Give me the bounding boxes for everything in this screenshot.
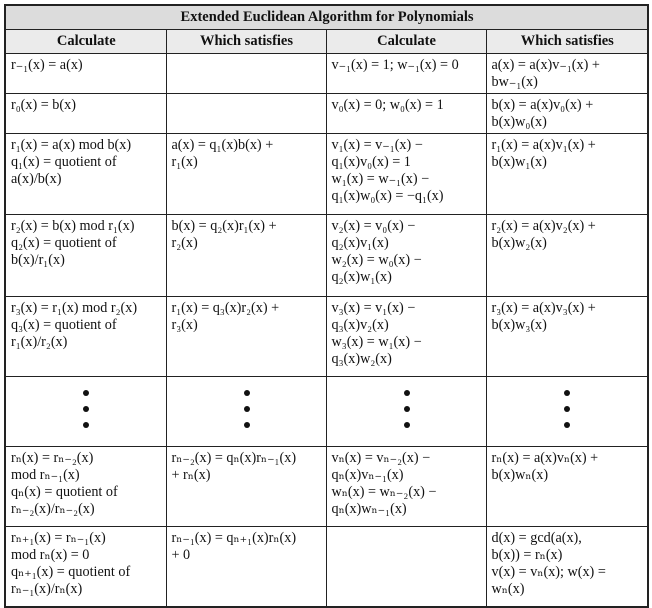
ellipsis-dot: [404, 406, 410, 412]
cell-line: rₙ₋₁(x) = qₙ₊₁(x)rₙ(x): [171, 530, 297, 546]
cell-calculate-1: [5, 94, 166, 134]
cell-calculate-1: [5, 527, 166, 608]
cell-line: d(x) = gcd(a(x),: [491, 530, 582, 546]
ellipsis-dot: [244, 406, 250, 412]
cell-calculate-2: [326, 94, 486, 134]
cell-line: qₙ(x)vₙ₋₁(x): [331, 467, 404, 483]
cell-satisfies-2: [486, 54, 648, 94]
cell-line: w₁(x) = w₋₁(x) −: [331, 171, 430, 187]
table-row: [5, 377, 648, 447]
cell-line: r₃(x): [171, 317, 198, 333]
cell-line: rₙ₋₂(x)/rₙ₋₂(x): [11, 501, 95, 517]
cell-satisfies-1: [166, 215, 326, 297]
cell-line: r₁(x) = q₃(x)r₂(x) +: [171, 300, 280, 316]
cell-line: v₀(x) = 0; w₀(x) = 1: [331, 97, 444, 113]
header-calculate-1: Calculate: [5, 30, 166, 54]
cell-line: q₂(x)w₁(x): [331, 269, 392, 285]
ellipsis-dot: [564, 406, 570, 412]
cell-calculate-2: [326, 297, 486, 377]
table-wrapper: [4, 4, 647, 608]
cell-satisfies-1: [166, 54, 326, 94]
cell-satisfies-2: [486, 94, 648, 134]
cell-line: w₃(x) = w₁(x) −: [331, 334, 422, 350]
cell-line: a(x) = q₁(x)b(x) +: [171, 137, 274, 153]
cell-line: rₙ₋₂(x) = qₙ(x)rₙ₋₁(x): [171, 450, 297, 466]
cell-line: r₋₁(x) = a(x): [11, 57, 83, 73]
table-row: [5, 134, 648, 215]
cell-line: + rₙ(x): [171, 467, 211, 483]
table-row: [5, 215, 648, 297]
table-row: [5, 527, 648, 608]
cell-calculate-2: [326, 215, 486, 297]
cell-satisfies-1: [166, 527, 326, 608]
cell-line: r₁(x) = a(x)v₁(x) +: [491, 137, 596, 153]
cell-line: q₃(x) = quotient of: [11, 317, 117, 333]
cell-line: q₁(x)v₀(x) = 1: [331, 154, 411, 170]
cell-calculate-2: [326, 54, 486, 94]
cell-line: rₙ₊₁(x) = rₙ₋₁(x): [11, 530, 106, 546]
cell-line: qₙ₊₁(x) = quotient of: [11, 564, 131, 580]
ellipsis-dot: [564, 422, 570, 428]
cell-line: w₂(x) = w₀(x) −: [331, 252, 422, 268]
cell-line: b(x)w₂(x): [491, 235, 547, 251]
ellipsis-dot: [404, 390, 410, 396]
ellipsis-cell: [486, 377, 648, 447]
cell-line: mod rₙ(x) = 0: [11, 547, 90, 563]
cell-line: q₃(x)v₂(x): [331, 317, 389, 333]
cell-line: v₃(x) = v₁(x) −: [331, 300, 416, 316]
cell-line: mod rₙ₋₁(x): [11, 467, 80, 483]
cell-line: rₙ(x) = rₙ₋₂(x): [11, 450, 94, 466]
cell-satisfies-2: [486, 297, 648, 377]
cell-line: r₂(x): [171, 235, 198, 251]
table-title: Extended Euclidean Algorithm for Polynomials: [5, 5, 648, 30]
cell-line: vₙ(x) = vₙ₋₂(x) −: [331, 450, 431, 466]
ellipsis-dot: [244, 422, 250, 428]
ellipsis-cell: [326, 377, 486, 447]
cell-calculate-1: [5, 447, 166, 527]
header-satisfies-2: Which satisfies: [486, 30, 648, 54]
cell-line: v₋₁(x) = 1; w₋₁(x) = 0: [331, 57, 459, 73]
cell-line: b(x)) = rₙ(x): [491, 547, 563, 563]
table-row: [5, 94, 648, 134]
cell-line: r₁(x): [171, 154, 198, 170]
cell-satisfies-2: [486, 447, 648, 527]
cell-line: v₂(x) = v₀(x) −: [331, 218, 416, 234]
cell-line: b(x) = a(x)v₀(x) +: [491, 97, 594, 113]
cell-line: b(x)w₃(x): [491, 317, 547, 333]
cell-line: r₃(x) = r₁(x) mod r₂(x): [11, 300, 138, 316]
cell-line: q₃(x)w₂(x): [331, 351, 392, 367]
ellipsis-cell: [5, 377, 166, 447]
cell-line: wₙ(x): [491, 581, 525, 597]
cell-satisfies-1: [166, 94, 326, 134]
cell-satisfies-2: [486, 215, 648, 297]
ellipsis-dot: [83, 422, 89, 428]
cell-line: v₁(x) = v₋₁(x) −: [331, 137, 423, 153]
cell-line: qₙ(x) = quotient of: [11, 484, 118, 500]
cell-line: + 0: [171, 547, 191, 563]
cell-line: q₁(x) = quotient of: [11, 154, 117, 170]
cell-satisfies-1: [166, 447, 326, 527]
cell-line: b(x)w₁(x): [491, 154, 547, 170]
cell-line: b(x)wₙ(x): [491, 467, 549, 483]
cell-line: qₙ(x)wₙ₋₁(x): [331, 501, 407, 517]
cell-satisfies-2: [486, 527, 648, 608]
cell-line: q₂(x) = quotient of: [11, 235, 117, 251]
ellipsis-dot: [83, 406, 89, 412]
cell-satisfies-2: [486, 134, 648, 215]
ellipsis-dot: [564, 390, 570, 396]
ellipsis-dot: [83, 390, 89, 396]
eea-table: [4, 4, 649, 608]
cell-line: b(x)w₀(x): [491, 114, 547, 130]
cell-line: q₂(x)v₁(x): [331, 235, 389, 251]
ellipsis-cell: [166, 377, 326, 447]
cell-line: v(x) = vₙ(x); w(x) =: [491, 564, 606, 580]
cell-satisfies-1: [166, 134, 326, 215]
ellipsis-dot: [404, 422, 410, 428]
cell-line: q₁(x)w₀(x) = −q₁(x): [331, 188, 444, 204]
cell-line: rₙ₋₁(x)/rₙ(x): [11, 581, 83, 597]
cell-line: r₂(x) = b(x) mod r₁(x): [11, 218, 135, 234]
cell-line: rₙ(x) = a(x)vₙ(x) +: [491, 450, 599, 466]
cell-line: bw₋₁(x): [491, 74, 538, 90]
cell-line: r₁(x)/r₂(x): [11, 334, 68, 350]
cell-line: wₙ(x) = wₙ₋₂(x) −: [331, 484, 437, 500]
table-row: [5, 54, 648, 94]
cell-calculate-1: [5, 297, 166, 377]
cell-line: a(x)/b(x): [11, 171, 62, 187]
cell-calculate-1: [5, 215, 166, 297]
table-row: [5, 297, 648, 377]
cell-line: a(x) = a(x)v₋₁(x) +: [491, 57, 600, 73]
cell-calculate-1: [5, 134, 166, 215]
cell-line: r₁(x) = a(x) mod b(x): [11, 137, 132, 153]
cell-line: b(x)/r₁(x): [11, 252, 65, 268]
ellipsis-dot: [244, 390, 250, 396]
cell-calculate-2: [326, 527, 486, 608]
table-body: [5, 54, 648, 608]
cell-line: b(x) = q₂(x)r₁(x) +: [171, 218, 277, 234]
cell-calculate-2: [326, 447, 486, 527]
cell-line: r₃(x) = a(x)v₃(x) +: [491, 300, 596, 316]
cell-line: r₀(x) = b(x): [11, 97, 76, 113]
table-row: [5, 447, 648, 527]
cell-line: r₂(x) = a(x)v₂(x) +: [491, 218, 596, 234]
header-calculate-2: Calculate: [326, 30, 486, 54]
header-satisfies-1: Which satisfies: [166, 30, 326, 54]
cell-calculate-2: [326, 134, 486, 215]
cell-satisfies-1: [166, 297, 326, 377]
cell-calculate-1: [5, 54, 166, 94]
